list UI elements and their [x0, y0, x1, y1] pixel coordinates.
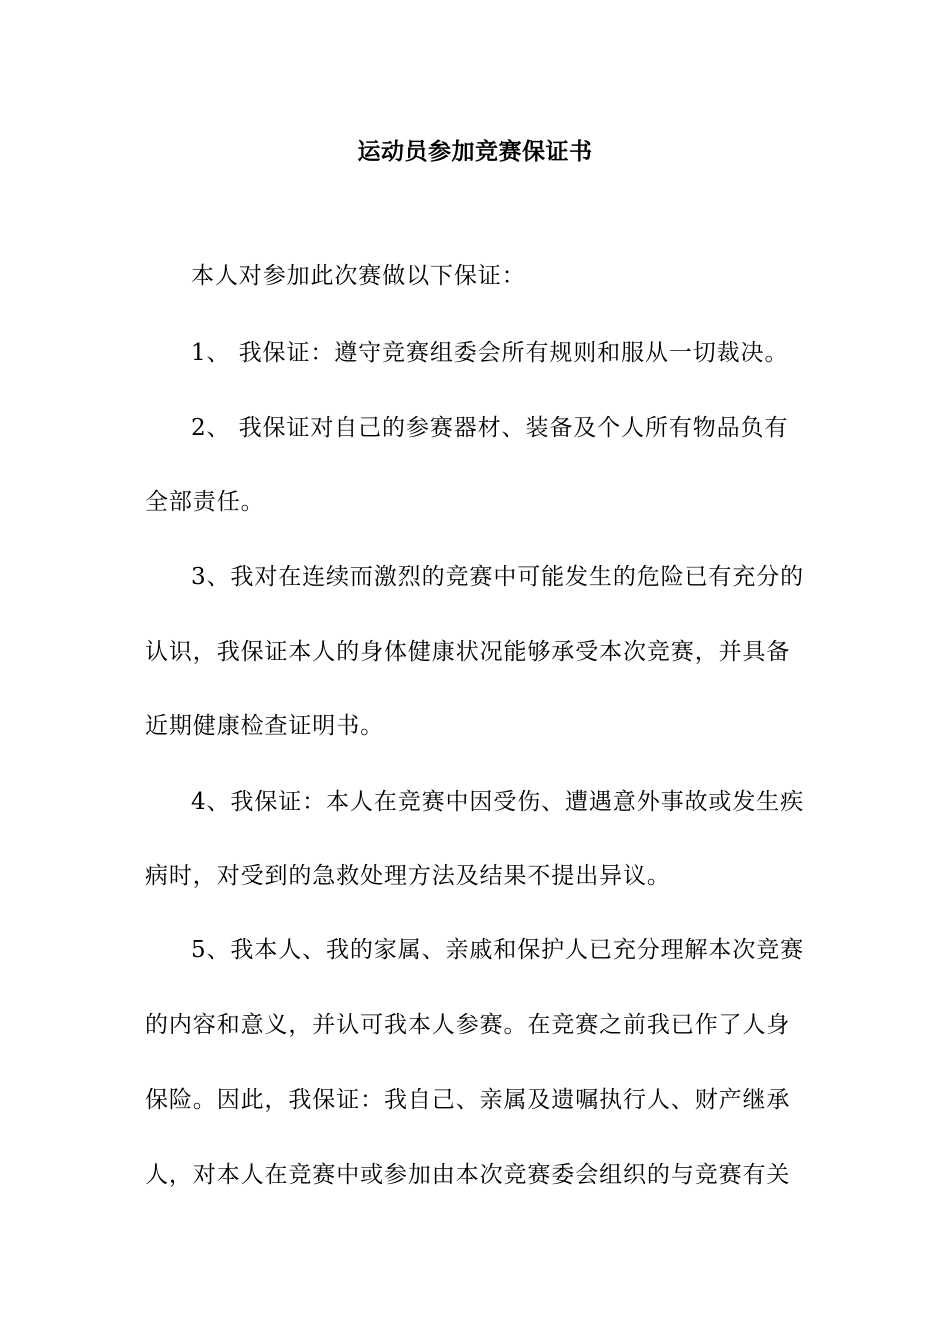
clause-2-line-2: 全部责任。	[145, 489, 265, 515]
clause-4-line-1: 4、我保证：本人在竞赛中因受伤、遭遇意外事故或发生疾	[191, 789, 805, 815]
clause-5-line-4: 人，对本人在竞赛中或参加由本次竞赛委会组织的与竞赛有关	[145, 1162, 791, 1188]
clause-5-line-3: 保险。因此，我保证：我自己、亲属及遗嘱执行人、财产继承	[145, 1087, 791, 1113]
clause-4-line-2: 病时，对受到的急救处理方法及结果不提出异议。	[145, 863, 671, 889]
clause-5-line-2: 的内容和意义，并认可我本人参赛。在竞赛之前我已作了人身	[145, 1012, 791, 1038]
clause-1-line-1: 1、 我保证：遵守竞赛组委会所有规则和服从一切裁决。	[191, 340, 789, 366]
clause-3-line-3: 近期健康检查证明书。	[145, 713, 384, 739]
clause-2-line-1: 2、 我保证对自己的参赛器材、装备及个人所有物品负有	[191, 415, 789, 441]
intro-line: 本人对参加此次赛做以下保证：	[191, 263, 526, 289]
document-title: 运动员参加竞赛保证书	[357, 138, 593, 165]
clause-3-line-1: 3、我对在连续而激烈的竞赛中可能发生的危险已有充分的	[191, 564, 805, 590]
clause-5-line-1: 5、我本人、我的家属、亲戚和保护人已充分理解本次竞赛	[191, 937, 805, 963]
clause-3-line-2: 认识，我保证本人的身体健康状况能够承受本次竞赛，并具备	[145, 639, 791, 665]
